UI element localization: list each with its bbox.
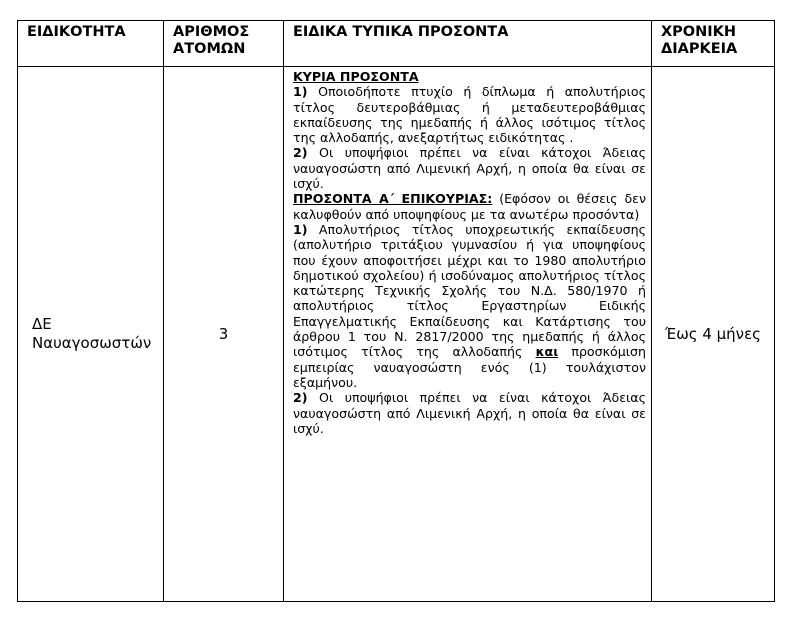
cell-count: 3 (164, 67, 284, 602)
cell-specialty: ΔΕ Ναυαγοσωστών (18, 67, 164, 602)
main-qualifications-title: ΚΥΡΙΑ ΠΡΟΣΟΝΤΑ (293, 69, 419, 84)
and-word: και (535, 344, 559, 360)
header-qualifications: ΕΙΔΙΚΑ ΤΥΠΙΚΑ ΠΡΟΣΟΝΤΑ (284, 21, 652, 67)
cell-duration: Έως 4 μήνες (652, 67, 775, 602)
item-text: Οι υποψήφιοι πρέπει να είναι κάτοχοι Άδειας ναυαγοσώστη από Λιμενική Αρχή, η οποία θα είναι σε ισχύ. (293, 145, 646, 192)
item-number: 1) (293, 221, 308, 237)
item-text: Οποιοδήποτε πτυχίο ή δίπλωμα ή απολυτήριος τίτλος δευτεροβάθμιας ή μεταδευτεροβάθμιας εκπαίδευσης της ημεδαπής ή άλλος ισότιμος τίτλος της αλλοδαπής, ανεξαρτήτως ειδικότητας . (293, 84, 646, 146)
main-qualification-1 (293, 84, 646, 145)
item-number: 1) (293, 84, 308, 100)
item-number: 2) (293, 390, 308, 406)
aux-qualification-2 (293, 390, 646, 436)
header-duration: ΧΡΟΝΙΚΗ ΔΙΑΡΚΕΙΑ (652, 21, 775, 67)
aux-qualifications-title: ΠΡΟΣΟΝΤΑ Α΄ ΕΠΙΚΟΥΡΙΑΣ: (293, 191, 493, 207)
aux-qualification-1 (293, 222, 646, 390)
aux-qualifications-heading (293, 191, 646, 222)
header-count: ΑΡΙΘΜΟΣ ΑΤΟΜΩΝ (164, 21, 284, 67)
cell-qualifications (284, 67, 652, 602)
main-qualification-2 (293, 145, 646, 191)
aux-note: (Εφόσον οι θέσεις δεν καλυφθούν από υποψηφίους με τα ανωτέρω προσόντα) (293, 191, 646, 222)
header-specialty: ΕΙΔΙΚΟΤΗΤΑ (18, 21, 164, 67)
header-row (18, 21, 775, 67)
item-text: Οι υποψήφιοι πρέπει να είναι κάτοχοι Άδειας ναυαγοσώστη από Λιμενική Αρχή, η οποία θα είναι σε ισχύ. (293, 390, 646, 436)
item-text: προσκόμιση εμπειρίας ναυαγοσώστη ενός (1) τουλάχιστον εξαμήνου. (293, 344, 646, 390)
item-number: 2) (293, 145, 308, 161)
qualifications-table (17, 20, 775, 602)
table-row (18, 67, 775, 602)
item-text: Απολυτήριος τίτλος υποχρεωτικής εκπαίδευσης (απολυτήριο τριτάξιου γυμνασίου ή για υποψηφίους που έχουν αποφοιτήσει μέχρι και το 1980 απολυτήριο δημοτικού σχολείου) ή ισοδύναμος απολυτήριος τίτλος κατώτερης Τεχνικής Σχολής του Ν.Δ. 580/1970 ή απολυτήριος τίτλος Εργαστηρίων Ειδικής Επαγγελματικής Εκπαίδευσης και Κατάρτισης του άρθρου 1 του Ν. 2817/2000 της ημεδαπής ή άλλος ισότιμος τίτλος της αλλοδαπής (293, 221, 646, 360)
